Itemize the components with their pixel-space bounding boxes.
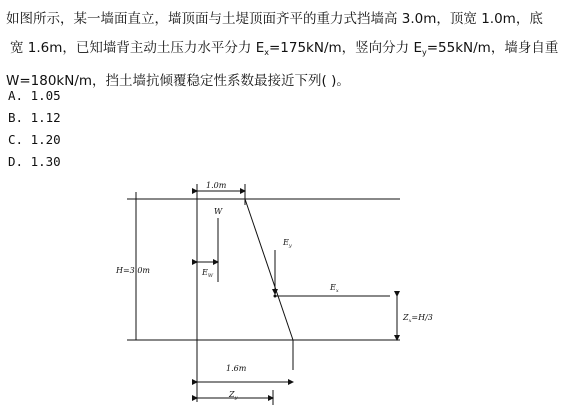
ex-label xyxy=(329,283,339,294)
weight-arm-subscript: W xyxy=(207,273,213,279)
zx-value: =H/3 xyxy=(411,313,433,322)
bottom-width-label: 1.6m xyxy=(226,364,247,373)
ey-label-subscript: y xyxy=(288,243,292,249)
ex-letter: E xyxy=(330,283,336,292)
weight-label: W xyxy=(214,207,223,216)
zx-label xyxy=(402,313,433,324)
weight-arm-letter: E xyxy=(202,268,208,277)
zy-label xyxy=(228,390,238,401)
zx-label-subscript: x xyxy=(408,318,412,324)
option-a-letter: A. xyxy=(8,88,24,103)
option-b-value: 1.12 xyxy=(30,110,61,125)
question-line-1: 如图所示，某一墙面直立，墙顶面与土堤顶面齐平的重力式挡墙高 3.0m，顶宽 1.0m，底 xyxy=(6,11,543,27)
wall-back-face xyxy=(245,199,293,340)
option-c-letter: C. xyxy=(8,132,24,147)
weight-arm-label xyxy=(201,268,214,279)
zx-letter: Z xyxy=(403,313,409,322)
question-line-2-part-2: =175kN/m，竖向分力 E xyxy=(268,40,422,56)
option-c-value: 1.20 xyxy=(30,132,61,147)
option-b-letter: B. xyxy=(8,110,24,125)
ey-label xyxy=(282,238,292,249)
top-width-label: 1.0m xyxy=(206,181,227,190)
ex-label-subscript: x xyxy=(335,288,339,294)
option-a-value: 1.05 xyxy=(30,88,61,103)
ey-letter: E xyxy=(283,238,289,247)
question-line-2-part-3: =55kN/m，墙身自重 xyxy=(426,40,559,56)
option-d-letter: D. xyxy=(8,154,24,169)
ex-subscript: x xyxy=(264,48,269,57)
zy-letter: Z xyxy=(229,390,235,399)
question-line-3: W=180kN/m，挡土墙抗倾覆稳定性系数最接近下列( )。 xyxy=(6,73,350,89)
zy-label-subscript: y xyxy=(234,395,238,401)
option-d-value: 1.30 xyxy=(30,154,61,169)
question-line-2-part-1: 宽 1.6m，已知墙背主动土压力水平分力 E xyxy=(10,40,265,56)
ey-subscript: y xyxy=(421,48,427,57)
height-label: H=3.0m xyxy=(116,266,150,275)
force-application-point xyxy=(274,295,277,298)
